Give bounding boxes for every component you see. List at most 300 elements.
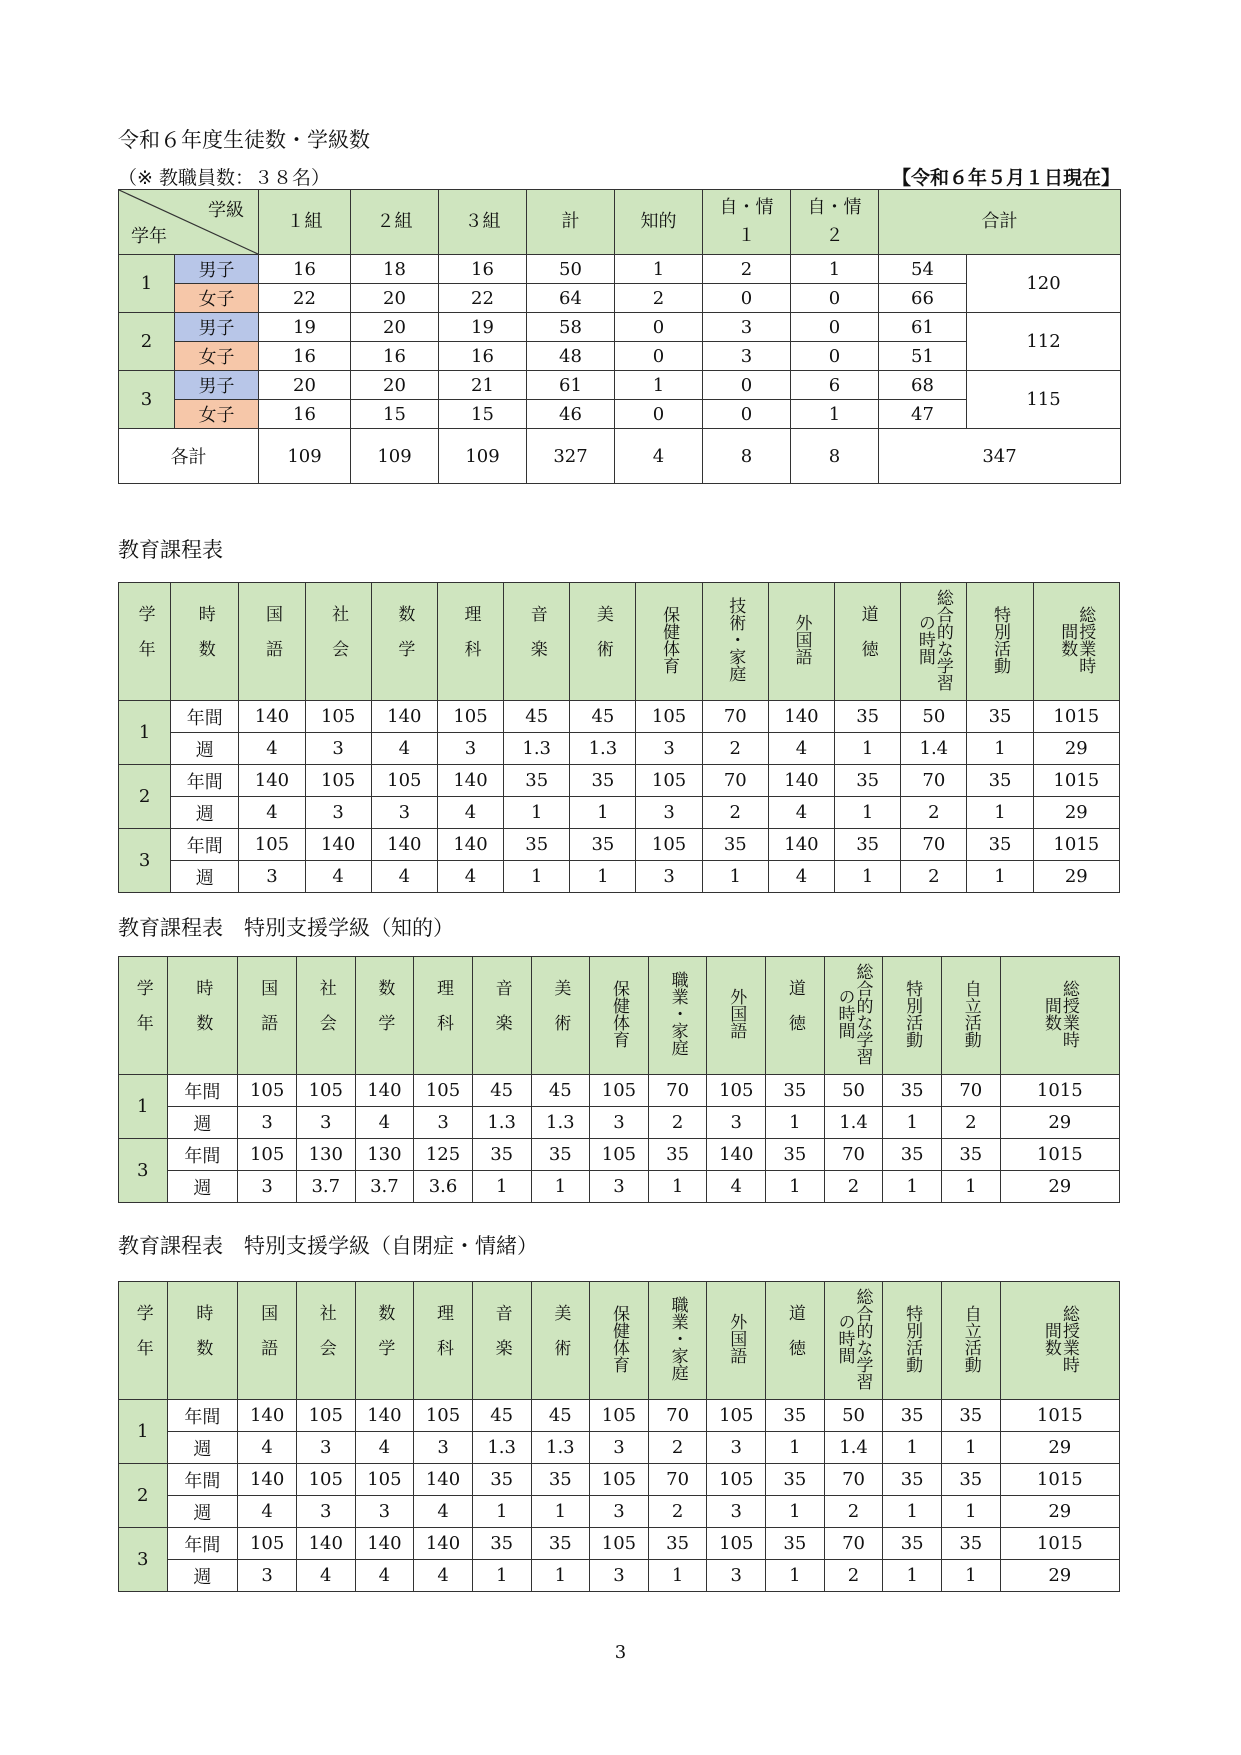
student-count-table [118,189,1121,484]
student-value: 61 [527,371,615,400]
hours-value: 1 [883,1560,942,1592]
hours-value: 1.3 [531,1107,590,1139]
sex-label: 女子 [175,342,259,371]
subject-header [766,1282,825,1400]
student-value: 0 [615,342,703,371]
hours-value: 3 [239,861,305,893]
curriculum-row-weekly [119,1496,1120,1528]
hours-value: 1.4 [824,1107,883,1139]
hours-value: 140 [239,765,305,797]
hours-value: 35 [702,829,768,861]
grade-header-text: 学年 [132,1303,153,1374]
subject-header [1000,1282,1119,1400]
student-value: 68 [879,371,967,400]
hours-value: 130 [355,1139,414,1171]
hours-value: 3 [590,1107,649,1139]
hours-value: 4 [355,1107,414,1139]
grade-cell: 3 [119,1139,168,1203]
hours-value: 1 [941,1171,1000,1203]
hours-value: 1 [531,1171,590,1203]
hours-value: 70 [648,1400,707,1432]
annual-label: 年間 [167,1075,238,1107]
hours-value: 35 [835,829,901,861]
student-value: 16 [259,400,351,429]
subject-header [707,1282,766,1400]
sum-value: 4 [615,429,703,484]
student-sum-row [119,429,1121,484]
subject-header-text: 職業・家庭 [667,971,688,1056]
student-value: 64 [527,284,615,313]
hours-value: 105 [707,1400,766,1432]
weekly-label: 週 [171,797,239,829]
hours-value: 3 [414,1432,473,1464]
hours-value: 1015 [1033,829,1119,861]
hours-value: 3 [296,1107,355,1139]
grade-total: 115 [967,371,1121,429]
grade-header-text: 学年 [132,978,153,1049]
subject-header [768,583,834,701]
grade-header [119,957,168,1075]
hours-value: 4 [414,1560,473,1592]
hours-value: 105 [590,1528,649,1560]
subject-header-text: 特別活動 [990,605,1011,674]
hours-value: 1.3 [504,733,570,765]
hours-value: 45 [472,1075,531,1107]
hours-value: 1 [941,1432,1000,1464]
student-value: 58 [527,313,615,342]
subject-header [472,1282,531,1400]
sex-label: 男子 [175,313,259,342]
hours-value: 35 [766,1139,825,1171]
subject-header [636,583,702,701]
grade-cell: 2 [119,765,171,829]
grade-total: 120 [967,255,1121,313]
hours-value: 35 [766,1528,825,1560]
weekly-label: 週 [171,733,239,765]
annual-label: 年間 [167,1528,238,1560]
hours-value: 35 [472,1464,531,1496]
subject-header-text: 国語 [257,1303,278,1374]
subject-header [824,957,883,1075]
student-col-header: 合計 [879,190,1121,255]
hours-value: 140 [239,701,305,733]
curriculum-row-weekly [119,1107,1120,1139]
hours-value: 35 [648,1528,707,1560]
corner-cell [119,190,259,255]
hours-value: 3 [590,1171,649,1203]
subject-header [707,957,766,1075]
hours-value: 50 [824,1400,883,1432]
subject-header-text: 自立活動 [960,1304,981,1373]
hours-value: 2 [901,797,967,829]
grade-cell: 1 [119,701,171,765]
hours-value: 140 [238,1464,297,1496]
hours-value: 105 [414,1400,473,1432]
subject-header [531,957,590,1075]
hours-value: 1 [967,797,1033,829]
hours-value: 140 [437,829,503,861]
hours-value: 140 [437,765,503,797]
student-value: 0 [615,400,703,429]
subject-header-text: 特別活動 [902,979,923,1048]
hours-value: 70 [648,1464,707,1496]
subject-header-text: 数学 [374,978,395,1049]
subject-header-text: 社会 [328,604,349,675]
subject-header [305,583,371,701]
hours-value: 105 [355,1464,414,1496]
hours-header [171,583,239,701]
hours-value: 29 [1000,1432,1119,1464]
curriculum-row-annual [119,1464,1120,1496]
student-value: 1 [791,400,879,429]
hours-value: 29 [1000,1171,1119,1203]
sum-value: 109 [259,429,351,484]
student-value: 21 [439,371,527,400]
subject-header-text: 理科 [433,1303,454,1374]
subject-header [901,583,967,701]
hours-value: 1.3 [472,1432,531,1464]
student-value: 20 [351,313,439,342]
hours-value: 70 [901,765,967,797]
hours-value: 35 [531,1464,590,1496]
subject-header-text: 数学 [394,604,415,675]
curriculum-table-2-wrap [118,956,1120,1203]
hours-value: 105 [238,1139,297,1171]
hours-value: 3 [707,1432,766,1464]
annual-label: 年間 [171,829,239,861]
hours-value: 105 [437,701,503,733]
hours-value: 1 [766,1107,825,1139]
staff-count-note: （※ 教職員数：３８名） [118,167,330,189]
subject-header [238,1282,297,1400]
student-value: 0 [703,371,791,400]
hours-value: 2 [702,797,768,829]
student-header-row [119,190,1121,255]
grade-cell: 2 [119,1464,168,1528]
hours-value: 1 [941,1496,1000,1528]
student-value: 15 [439,400,527,429]
student-value: 0 [615,313,703,342]
hours-value: 35 [570,765,636,797]
subject-header-text: 道徳 [784,978,805,1049]
subject-header-text: 音楽 [491,978,512,1049]
hours-value: 70 [824,1528,883,1560]
hours-value: 105 [238,1528,297,1560]
corner-class-label: 学級 [208,200,244,221]
curriculum-table-autism [118,1281,1120,1592]
subject-header-text: 理科 [460,604,481,675]
hours-value: 2 [824,1496,883,1528]
hours-header [167,1282,238,1400]
subject-header-text: 総授業時間数 [1040,1304,1079,1373]
hours-value: 45 [531,1400,590,1432]
hours-value: 35 [941,1464,1000,1496]
hours-value: 35 [504,829,570,861]
curriculum-row-annual [119,701,1120,733]
hours-value: 140 [355,1528,414,1560]
student-value: 16 [351,342,439,371]
grade-cell: 1 [119,1075,168,1139]
sum-value: 109 [351,429,439,484]
student-col-header: ２組 [351,190,439,255]
hours-value: 29 [1033,733,1119,765]
hours-value: 29 [1000,1496,1119,1528]
hours-value: 1.3 [531,1432,590,1464]
student-value: 0 [791,284,879,313]
subject-header [472,957,531,1075]
student-value: 6 [791,371,879,400]
subject-header [941,957,1000,1075]
hours-value: 140 [707,1139,766,1171]
subject-header [239,583,305,701]
hours-value: 45 [472,1400,531,1432]
hours-value: 35 [570,829,636,861]
subject-header [371,583,437,701]
student-count-table-wrap [118,189,1120,484]
subject-header [648,1282,707,1400]
curriculum-title-2: 教育課程表 特別支援学級（知的） [118,916,454,940]
student-value: 19 [439,313,527,342]
annual-label: 年間 [171,765,239,797]
hours-value: 105 [238,1075,297,1107]
hours-value: 4 [707,1171,766,1203]
subject-header-text: 美術 [550,1303,571,1374]
hours-value: 45 [531,1075,590,1107]
grade-cell: 3 [119,371,175,429]
student-col-header: 知的 [615,190,703,255]
hours-value: 1 [648,1171,707,1203]
hours-value: 4 [239,797,305,829]
subject-header [590,1282,649,1400]
hours-value: 3 [590,1496,649,1528]
student-value: 20 [351,371,439,400]
hours-value: 35 [472,1528,531,1560]
subject-header-text: 職業・家庭 [667,1296,688,1381]
hours-value: 140 [768,765,834,797]
subject-header-text: 音楽 [491,1303,512,1374]
curriculum-row-annual [119,1139,1120,1171]
hours-value: 2 [648,1107,707,1139]
hours-value: 35 [941,1400,1000,1432]
hours-value: 1 [472,1171,531,1203]
annual-label: 年間 [167,1139,238,1171]
hours-value: 140 [768,829,834,861]
curriculum-row-annual [119,829,1120,861]
hours-value: 35 [835,701,901,733]
sex-label: 女子 [175,400,259,429]
student-value: 1 [615,255,703,284]
hours-value: 29 [1033,861,1119,893]
hours-value: 140 [305,829,371,861]
hours-value: 1 [504,861,570,893]
student-value: 16 [259,255,351,284]
hours-value: 140 [371,829,437,861]
student-value: 3 [703,313,791,342]
hours-value: 3 [636,733,702,765]
subject-header-text: 音楽 [526,604,547,675]
hours-value: 105 [636,829,702,861]
student-value: 66 [879,284,967,313]
hours-value: 105 [296,1464,355,1496]
hours-value: 3.7 [296,1171,355,1203]
hours-value: 3 [296,1432,355,1464]
hours-value: 35 [883,1464,942,1496]
hours-value: 105 [590,1075,649,1107]
hours-value: 35 [766,1075,825,1107]
hours-value: 1.4 [824,1432,883,1464]
hours-value: 1 [883,1171,942,1203]
student-value: 47 [879,400,967,429]
hours-value: 3 [371,797,437,829]
hours-value: 1 [570,861,636,893]
hours-value: 3 [707,1107,766,1139]
hours-value: 45 [570,701,636,733]
subject-header-text: 社会 [315,1303,336,1374]
hours-value: 140 [355,1400,414,1432]
subject-header-text: 道徳 [784,1303,805,1374]
hours-value: 2 [824,1560,883,1592]
hours-value: 2 [901,861,967,893]
hours-value: 1015 [1033,765,1119,797]
hours-value: 1 [835,861,901,893]
hours-value: 1 [531,1560,590,1592]
hours-header-text: 時数 [192,978,213,1049]
hours-value: 35 [941,1139,1000,1171]
hours-value: 140 [414,1464,473,1496]
as-of-date: 【令和６年５月１日現在】 [891,167,1120,189]
student-value: 18 [351,255,439,284]
hours-value: 3 [590,1560,649,1592]
subject-header-text: 総合的な学習の時間 [914,588,953,691]
hours-value: 35 [531,1528,590,1560]
subject-header-text: 外国語 [791,614,812,665]
annual-label: 年間 [171,701,239,733]
subject-header [1033,583,1119,701]
subject-header-text: 理科 [433,978,454,1049]
student-col-header: 自・情 ２ [791,190,879,255]
curriculum-header-row [119,583,1120,701]
hours-value: 70 [824,1139,883,1171]
subject-header-text: 社会 [315,978,336,1049]
hours-value: 35 [766,1400,825,1432]
hours-value: 105 [305,701,371,733]
subject-header-text: 外国語 [726,1313,747,1364]
student-row [119,255,1121,284]
hours-value: 4 [355,1432,414,1464]
subject-header [414,957,473,1075]
curriculum-table-3-wrap [118,1281,1120,1592]
hours-value: 140 [768,701,834,733]
hours-value: 105 [590,1139,649,1171]
curriculum-row-weekly [119,861,1120,893]
subject-header-text: 国語 [257,978,278,1049]
hours-value: 35 [967,829,1033,861]
subject-header [296,957,355,1075]
sum-value: 109 [439,429,527,484]
subject-header [967,583,1033,701]
weekly-label: 週 [171,861,239,893]
hours-value: 105 [707,1528,766,1560]
hours-value: 35 [883,1400,942,1432]
hours-value: 35 [883,1075,942,1107]
subject-header [531,1282,590,1400]
hours-value: 105 [707,1075,766,1107]
hours-value: 1 [504,797,570,829]
hours-value: 4 [305,861,371,893]
hours-value: 70 [901,829,967,861]
hours-value: 29 [1000,1107,1119,1139]
student-value: 0 [791,342,879,371]
annual-label: 年間 [167,1464,238,1496]
sum-value: 8 [791,429,879,484]
hours-value: 2 [702,733,768,765]
student-value: 22 [439,284,527,313]
hours-value: 140 [355,1075,414,1107]
subject-header-text: 美術 [592,604,613,675]
subject-header [238,957,297,1075]
weekly-label: 週 [167,1560,238,1592]
grade-cell: 3 [119,1528,168,1592]
hours-value: 140 [414,1528,473,1560]
hours-value: 2 [648,1496,707,1528]
page-number: 3 [614,1642,627,1663]
student-col-header: ３組 [439,190,527,255]
hours-value: 3 [414,1107,473,1139]
subject-header [296,1282,355,1400]
grade-cell: 1 [119,255,175,313]
hours-value: 1 [531,1496,590,1528]
hours-value: 1 [835,797,901,829]
hours-value: 70 [648,1075,707,1107]
hours-value: 35 [941,1528,1000,1560]
hours-value: 4 [768,861,834,893]
hours-value: 105 [239,829,305,861]
student-value: 1 [791,255,879,284]
student-value: 1 [615,371,703,400]
hours-value: 1 [766,1496,825,1528]
student-value: 0 [791,313,879,342]
curriculum-row-annual [119,765,1120,797]
hours-value: 50 [824,1075,883,1107]
hours-value: 1 [570,797,636,829]
hours-value: 3 [707,1496,766,1528]
hours-value: 105 [590,1400,649,1432]
hours-value: 1 [883,1432,942,1464]
hours-value: 105 [296,1400,355,1432]
subject-header-text: 保健体育 [608,1304,629,1373]
hours-value: 105 [636,701,702,733]
student-value: 20 [259,371,351,400]
hours-value: 1015 [1000,1075,1119,1107]
hours-value: 1 [766,1432,825,1464]
hours-header-text: 時数 [192,1303,213,1374]
corner-grade-label: 学年 [131,226,167,247]
hours-value: 4 [239,733,305,765]
hours-value: 35 [835,765,901,797]
hours-value: 4 [238,1432,297,1464]
curriculum-title-1: 教育課程表 [118,538,223,562]
grade-total: 112 [967,313,1121,371]
hours-value: 105 [414,1075,473,1107]
hours-value: 3.6 [414,1171,473,1203]
grade-header [119,583,171,701]
student-col-header: １組 [259,190,351,255]
weekly-label: 週 [167,1432,238,1464]
sex-label: 女子 [175,284,259,313]
hours-value: 1 [766,1171,825,1203]
subject-header [437,583,503,701]
hours-value: 4 [355,1560,414,1592]
